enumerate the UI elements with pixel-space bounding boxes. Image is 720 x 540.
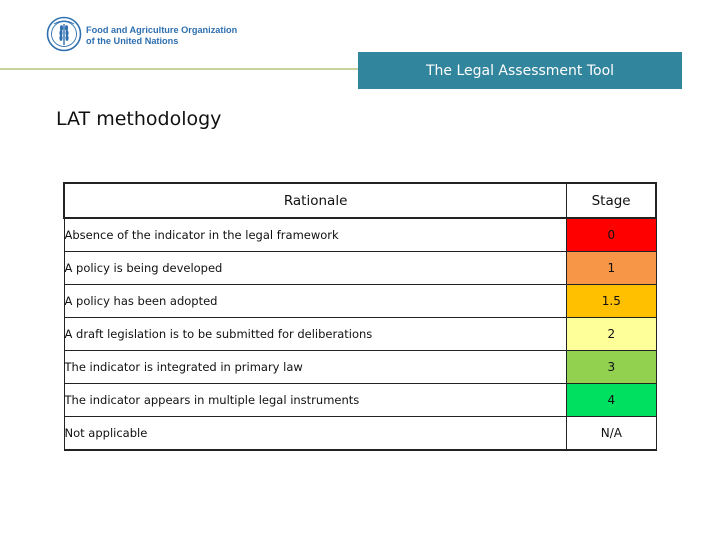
fao-emblem-icon bbox=[46, 16, 82, 52]
rationale-cell: Absence of the indicator in the legal framework bbox=[64, 218, 567, 252]
fao-logo bbox=[46, 16, 236, 56]
table-row bbox=[64, 218, 656, 252]
rationale-cell: A policy is being developed bbox=[64, 252, 567, 285]
org-name-line2: of the United Nations bbox=[86, 36, 179, 46]
fao-org-name bbox=[86, 25, 237, 47]
table-row bbox=[64, 351, 656, 384]
rationale-cell: The indicator is integrated in primary law bbox=[64, 351, 567, 384]
rationale-cell: A draft legislation is to be submitted for deliberations bbox=[64, 318, 567, 351]
table-row bbox=[64, 318, 656, 351]
rationale-cell: The indicator appears in multiple legal instruments bbox=[64, 384, 567, 417]
rationale-cell: A policy has been adopted bbox=[64, 285, 567, 318]
table-row bbox=[64, 384, 656, 417]
stage-cell: 2 bbox=[567, 318, 656, 351]
title-banner bbox=[358, 52, 682, 89]
table-row bbox=[64, 285, 656, 318]
table-body bbox=[64, 218, 656, 450]
page-subtitle: LAT methodology bbox=[56, 108, 222, 130]
rationale-column-header: Rationale bbox=[64, 183, 567, 218]
stage-cell: 0 bbox=[567, 218, 656, 252]
banner-title: The Legal Assessment Tool bbox=[425, 62, 615, 79]
stage-cell: 1 bbox=[567, 252, 656, 285]
stage-column-header: Stage bbox=[567, 183, 656, 218]
table-header-row bbox=[64, 183, 656, 218]
stage-cell: N/A bbox=[567, 417, 656, 451]
lat-methodology-table bbox=[63, 182, 657, 451]
rationale-cell: Not applicable bbox=[64, 417, 567, 451]
table-row bbox=[64, 417, 656, 451]
header-divider-line bbox=[0, 68, 358, 70]
org-name-line1: Food and Agriculture Organization bbox=[86, 25, 238, 35]
stage-cell: 4 bbox=[567, 384, 656, 417]
stage-cell: 1.5 bbox=[567, 285, 656, 318]
stage-cell: 3 bbox=[567, 351, 656, 384]
table-row bbox=[64, 252, 656, 285]
